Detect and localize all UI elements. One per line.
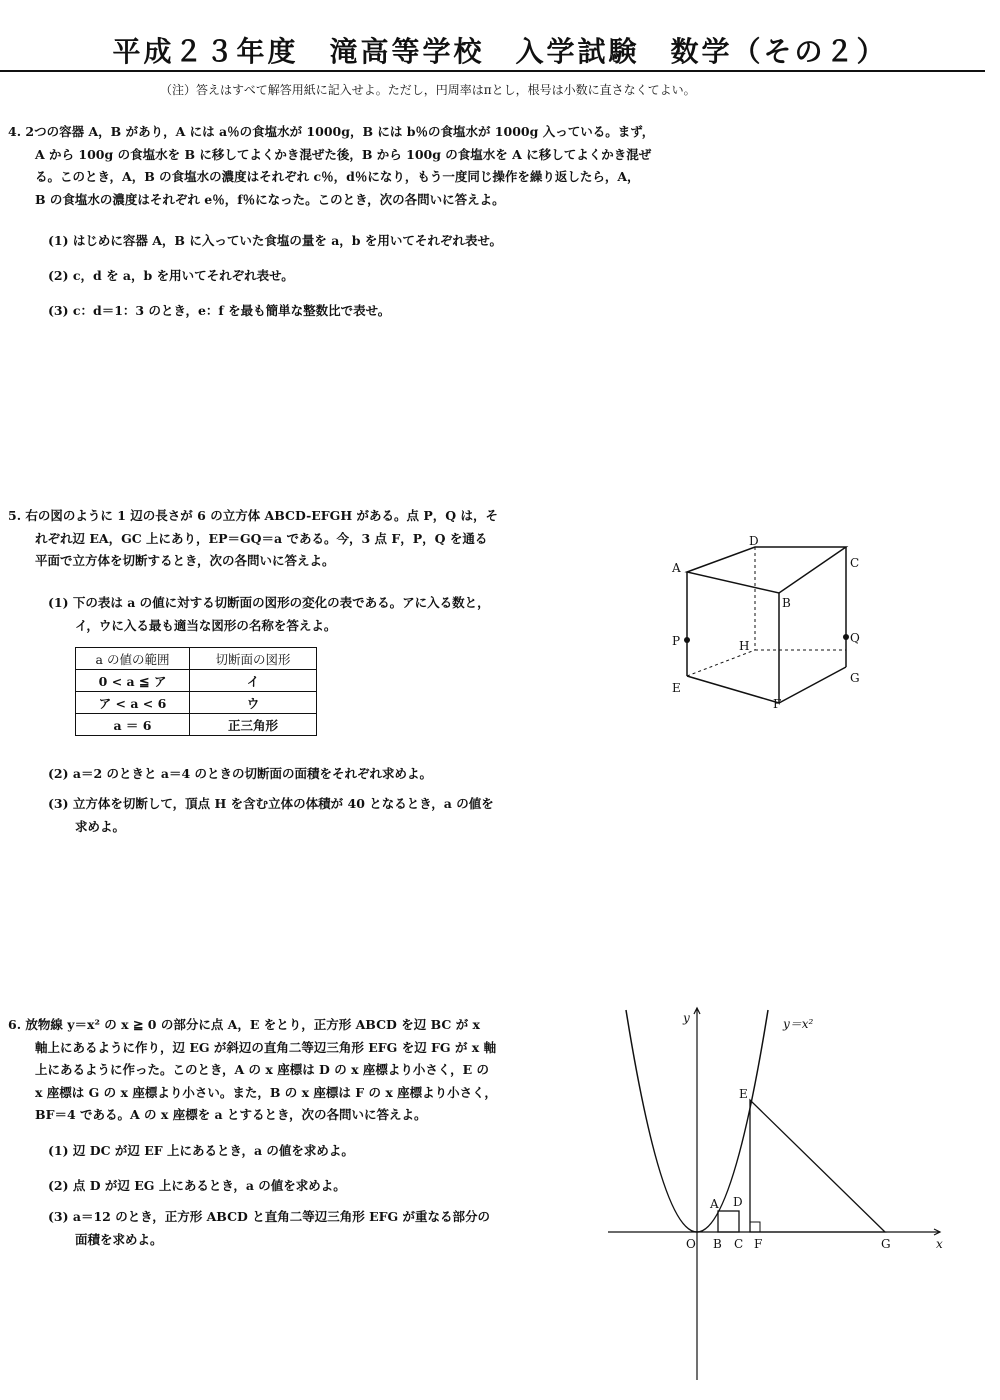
question-6-part-1: (1) 辺 DC が辺 EF 上にあるとき，a の値を求めよ。 xyxy=(48,1143,354,1158)
table-cell: ウ xyxy=(190,692,317,714)
table-header: 切断面の図形 xyxy=(190,648,317,670)
question-6-part-2: (2) 点 D が辺 EG 上にあるとき，a の値を求めよ。 xyxy=(48,1178,346,1193)
label-o: O xyxy=(686,1237,696,1251)
y-axis-label: y xyxy=(683,1011,690,1025)
question-5-part-2: (2) a＝2 のときと a＝4 のときの切断面の面積をそれぞれ求めよ。 xyxy=(48,766,433,781)
question-5-part-3-line: 求めよ。 xyxy=(75,818,126,834)
question-6-line: 軸上にあるように作り，辺 EG が斜辺の直角二等辺三角形 EFG を辺 FG が x 軸 xyxy=(35,1039,497,1055)
question-5-line: 5. 右の図のように 1 辺の長さが 6 の立方体 ABCD-EFGH がある。点 P，Q は，そ xyxy=(8,508,498,523)
label-c: C xyxy=(850,556,860,570)
label-d: D xyxy=(733,1195,743,1209)
parabola-graph xyxy=(600,990,950,1390)
label-a: A xyxy=(710,1197,719,1211)
question-5-part-1-line: イ，ウに入る最も適当な図形の名称を答えよ。 xyxy=(75,617,337,633)
question-6-text xyxy=(8,1014,497,1127)
question-6-part-3-line: (3) a＝12 のとき，正方形 ABCD と直角二等辺三角形 EFG が重なる部分の xyxy=(48,1209,490,1224)
question-5-part-3-line: (3) 立方体を切断して，頂点 H を含む立体の体積が 40 となるとき，a の値を xyxy=(48,796,494,811)
question-4-line: B の食塩水の濃度はそれぞれ e％，f％になった。このとき，次の各問いに答えよ。 xyxy=(35,191,505,207)
question-5-part-3 xyxy=(48,793,494,838)
question-4-line: る。このとき，A，B の食塩水の濃度はそれぞれ c％，d％になり，もう一度同じ操作を繰り返したら，A， xyxy=(35,169,640,184)
cube-top-face xyxy=(687,547,846,593)
table-row xyxy=(76,670,317,692)
question-4-line: 4. 2つの容器 A，B があり，A には a％の食塩水が 1000g，B には b％の食塩水が 1000g 入っている。まず， xyxy=(8,124,655,139)
table-cell: イ xyxy=(190,670,317,692)
label-b: B xyxy=(713,1237,722,1251)
question-6-line: 上にあるように作った。このとき，A の x 座標は D の x 座標より小さく，E の xyxy=(35,1062,490,1077)
table-header: a の値の範囲 xyxy=(76,648,190,670)
table-cell: a ＝ 6 xyxy=(76,714,190,736)
label-f: F xyxy=(754,1237,763,1251)
question-6-line: 6. 放物線 y＝x² の x ≧ 0 の部分に点 A，E をとり，正方形 ABCD を辺 BC が x xyxy=(8,1017,480,1032)
table-cell: 0 < a ≦ ア xyxy=(76,670,190,692)
table-cell: ア < a < 6 xyxy=(76,692,190,714)
square-abcd xyxy=(718,1211,739,1232)
label-q: Q xyxy=(850,631,860,645)
label-f: F xyxy=(773,697,782,710)
question-6-part-3 xyxy=(48,1206,490,1251)
label-b: B xyxy=(782,596,791,610)
question-6-line: x 座標は G の x 座標より小さい。また，B の x 座標は F の x 座標より小さく， xyxy=(35,1084,497,1100)
question-5-line: れぞれ辺 EA，GC 上にあり，EP＝GQ＝a である。今，3 点 F，P，Q を通る xyxy=(35,530,488,546)
label-g: G xyxy=(881,1237,891,1251)
point-p xyxy=(684,637,690,643)
table-cell: 正三角形 xyxy=(190,714,317,736)
triangle-efg xyxy=(750,1100,885,1232)
table-row xyxy=(76,692,317,714)
cube-figure xyxy=(660,530,890,710)
question-4-part-3: (3) c：d＝1：3 のとき，e：f を最も簡単な整数比で表せ。 xyxy=(48,303,391,318)
label-g: G xyxy=(850,671,860,685)
question-5-text xyxy=(8,505,498,573)
label-p: P xyxy=(672,634,681,648)
cube-edge-fg xyxy=(779,667,846,703)
cube-edge-ef xyxy=(687,676,779,703)
cross-section-table xyxy=(75,647,317,736)
curve-label: y＝x² xyxy=(783,1017,814,1031)
question-4-text xyxy=(8,121,654,211)
point-q xyxy=(843,634,849,640)
label-h: H xyxy=(739,639,750,653)
question-4-part-2: (2) c，d を a，b を用いてそれぞれ表せ。 xyxy=(48,268,294,283)
label-a: A xyxy=(672,561,681,575)
question-4-part-1: (1) はじめに容器 A，B に入っていた食塩の量を a，b を用いてそれぞれ表せ。 xyxy=(48,233,503,248)
page-title: 平成２３年度 滝高等学校 入学試験 数学（その２） xyxy=(112,35,888,68)
question-5-part-1-line: (1) 下の表は a の値に対する切断面の図形の変化の表である。アに入る数と， xyxy=(48,595,490,610)
cube-hidden-edge-eh xyxy=(687,650,755,676)
label-d: D xyxy=(749,534,759,548)
right-angle-mark xyxy=(750,1222,760,1232)
label-c: C xyxy=(734,1237,744,1251)
question-6-line: BF＝4 である。A の x 座標を a とするとき，次の各問いに答えよ。 xyxy=(35,1107,427,1122)
question-6-part-3-line: 面積を求めよ。 xyxy=(75,1231,163,1247)
title-divider xyxy=(0,70,985,72)
question-5-line: 平面で立方体を切断するとき，次の各問いに答えよ。 xyxy=(35,553,335,568)
label-e: E xyxy=(672,681,681,695)
x-axis-label: x xyxy=(936,1237,943,1251)
instructions-note: （注）答えはすべて解答用紙に記入せよ。ただし，円周率はπとし，根号は小数に直さなくてよい。 xyxy=(160,83,696,97)
question-4-line: A から 100g の食塩水を B に移してよくかき混ぜた後，B から 100g の食塩水を A に移してよくかき混ぜ xyxy=(35,146,652,162)
label-e: E xyxy=(739,1087,748,1101)
table-row xyxy=(76,714,317,736)
question-5-part-1 xyxy=(48,592,490,637)
